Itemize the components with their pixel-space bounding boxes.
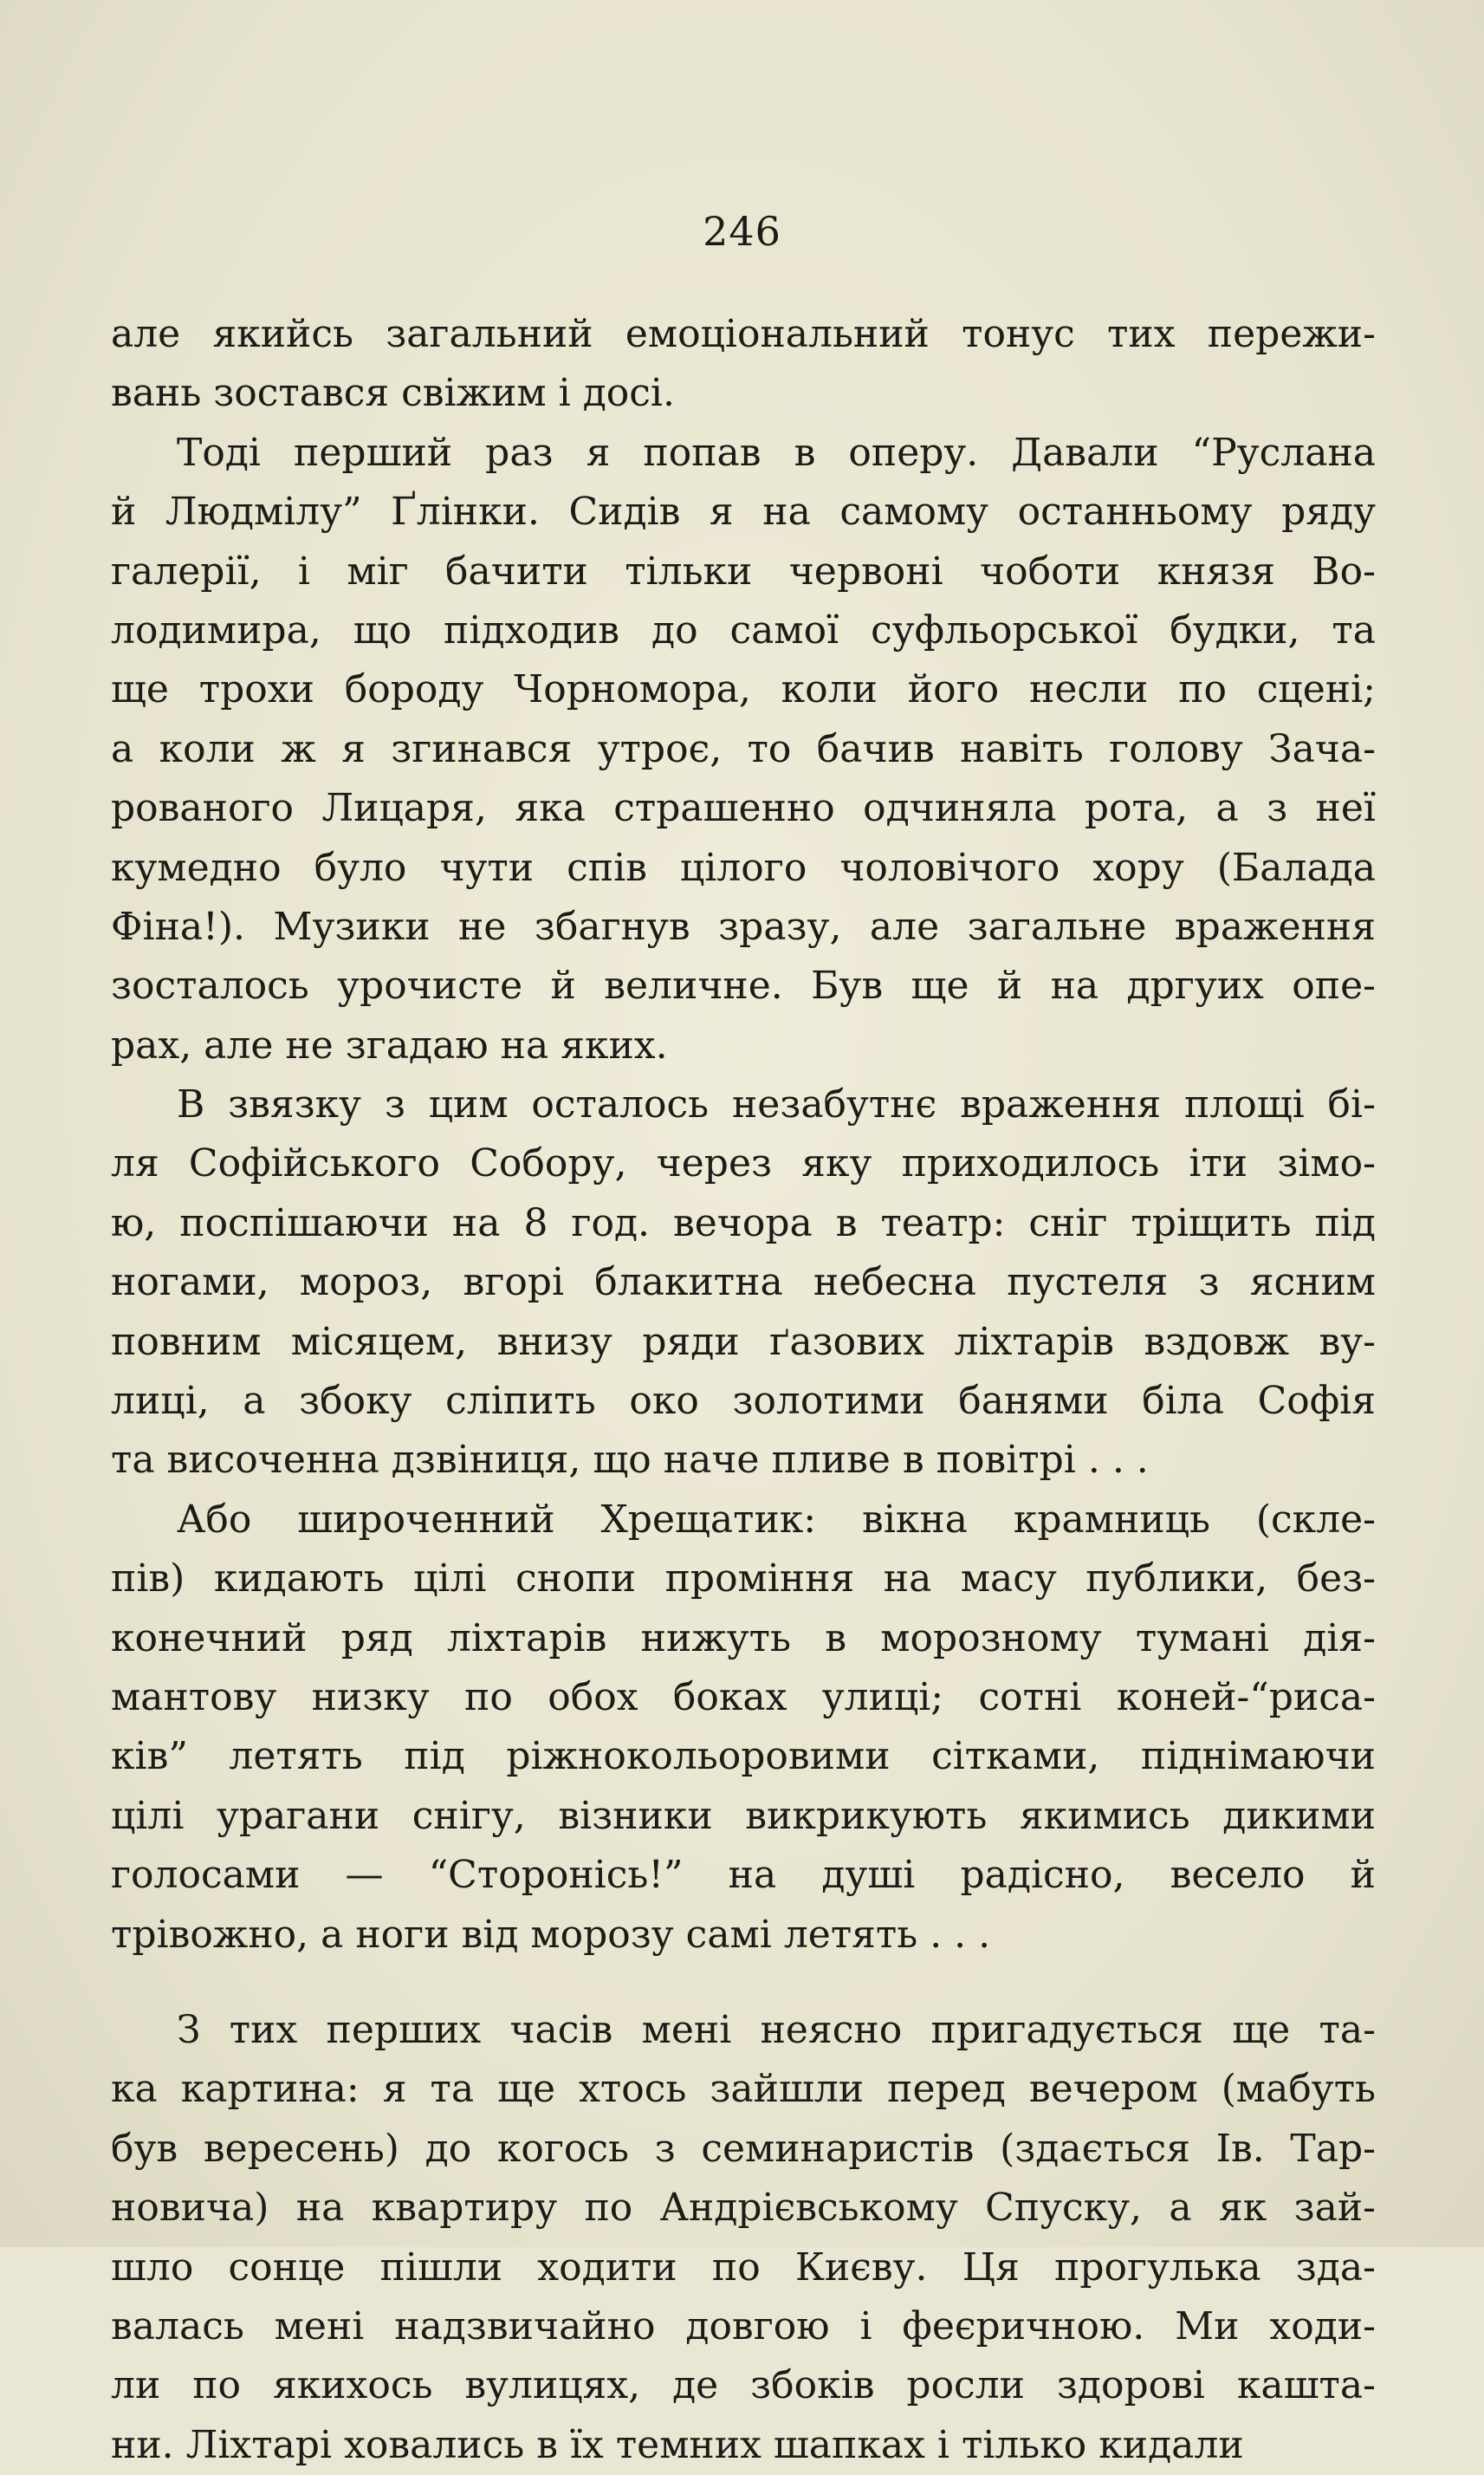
text-line: В звязку з цим осталось незабутнє враження площі бі- bbox=[177, 1082, 1376, 1127]
text-line: ків” летять під ріжнокольоровими сітками, піднімаючи bbox=[111, 1734, 1376, 1779]
text-line: лиці, а збоку сліпить око золотими банями біла Софія bbox=[111, 1379, 1376, 1424]
text-line: рованого Лицаря, яка страшенно одчиняла рота, а з неї bbox=[111, 786, 1376, 831]
text-line: Або широченний Хрещатик: вікна крамниць (скле- bbox=[177, 1497, 1376, 1542]
text-line: ка картина: я та ще хтось зайшли перед вечером (мабуть bbox=[111, 2067, 1376, 2112]
text-line: й Людмілу” Ґлінки. Сидів я на самому останньому ряду bbox=[111, 490, 1376, 535]
text-line: ю, поспішаючи на 8 год. вечора в театр: сніг тріщить під bbox=[111, 1200, 1376, 1245]
text-line: лодимира, що підходив до самої суфльорської будки, та bbox=[111, 607, 1376, 653]
text-line: Тоді перший раз я попав в оперу. Давали “Руслана bbox=[177, 430, 1376, 475]
paragraph bbox=[111, 1491, 1376, 1965]
text-line: а коли ж я згинався утроє, то бачив навіть голову Зача- bbox=[111, 726, 1376, 771]
text-line: та височенна дзвіниця, що наче пливе в повітрі . . . bbox=[111, 1438, 1149, 1483]
text-line: повним місяцем, внизу ряди ґазових ліхтарів вздовж ву- bbox=[111, 1319, 1376, 1364]
text-line: але якийсь загальний емоціональний тонус тих пережи- bbox=[111, 312, 1376, 356]
text-line: ще трохи бороду Чорномора, коли його несли по сцені; bbox=[111, 667, 1376, 712]
paragraph bbox=[111, 305, 1376, 424]
text-line: ногами, мороз, вгорі блакитна небесна пустеля з ясним bbox=[111, 1260, 1376, 1305]
text-line: кумедно було чути спів цілого чоловічого хору (Балада bbox=[111, 845, 1376, 890]
text-line: голосами — “Сторонісь!” на душі радісно, весело й bbox=[111, 1853, 1376, 1898]
paragraph-gap bbox=[111, 1965, 1376, 2001]
body-text bbox=[111, 305, 1376, 2475]
text-line: ля Софійського Собору, через яку приходилось іти зімо- bbox=[111, 1141, 1376, 1186]
text-line: ли по якихось вулицях, де збоків росли здорові кашта- bbox=[111, 2363, 1376, 2408]
text-line: цілі урагани снігу, візники викрикують якимись дикими bbox=[111, 1793, 1376, 1838]
text-line: рах, але не згадаю на яких. bbox=[111, 1023, 668, 1068]
text-line: ни. Ліхтарі ховались в їх темних шапках і тілько кидали bbox=[111, 2422, 1244, 2467]
text-line: трівожно, а ноги від морозу самі летять . . . bbox=[111, 1912, 991, 1957]
paragraph bbox=[111, 424, 1376, 1075]
text-line: зосталось урочисте й величне. Був ще й на дргуих опе- bbox=[111, 964, 1376, 1009]
text-line: шло сонце пішли ходити по Києву. Ця прогулька зда- bbox=[111, 2244, 1376, 2290]
text-line: мантову низку по обох боках улиці; сотні коней-“риса- bbox=[111, 1674, 1376, 1719]
text-line: пів) кидають цілі снопи проміння на масу публики, без- bbox=[111, 1556, 1376, 1601]
text-line: був вересень) до когось з семинаристів (здається Ів. Тар- bbox=[111, 2126, 1376, 2171]
text-line: Фіна!). Музики не збагнув зразу, але загальне враження bbox=[111, 904, 1376, 949]
paragraph bbox=[111, 1075, 1376, 1491]
text-line: новича) на квартиру по Андрієвському Спуску, а як зай- bbox=[111, 2186, 1376, 2231]
text-line: валась мені надзвичайно довгою і феєричною. Ми ходи- bbox=[111, 2303, 1376, 2348]
paragraph bbox=[111, 2001, 1376, 2475]
text-line: вань зостався свіжим і досі. bbox=[111, 371, 675, 416]
text-line: галерії, і міг бачити тільки червоні чоботи князя Во- bbox=[111, 549, 1376, 594]
page-number: 246 bbox=[703, 208, 781, 255]
text-line: З тих перших часів мені неясно пригадується ще та- bbox=[177, 2007, 1376, 2052]
text-line: конечний ряд ліхтарів нижуть в морозному тумані дія- bbox=[111, 1615, 1376, 1660]
